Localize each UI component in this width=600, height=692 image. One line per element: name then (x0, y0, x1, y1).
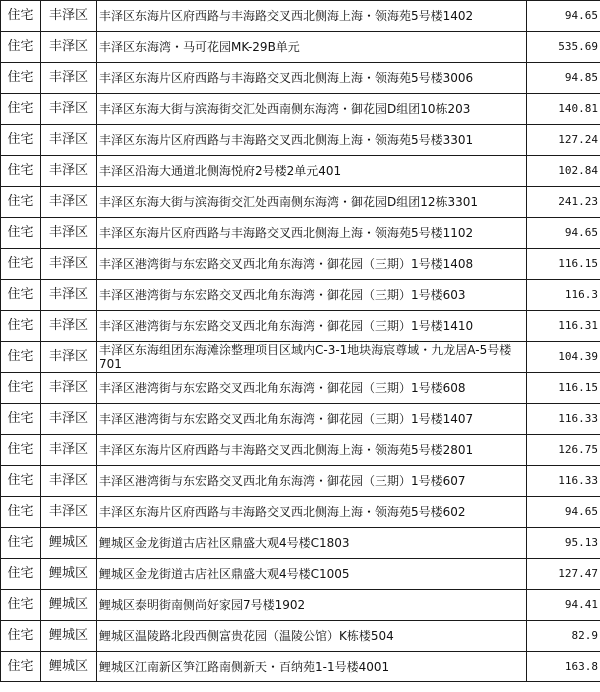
district-cell: 鲤城区 (41, 621, 97, 652)
district-cell: 丰泽区 (41, 63, 97, 94)
property-type-cell: 住宅 (1, 342, 41, 373)
district-cell: 丰泽区 (41, 466, 97, 497)
table-row (1, 125, 600, 156)
area-cell: 163.8 (527, 652, 600, 682)
property-type-cell: 住宅 (1, 156, 41, 187)
district-cell: 丰泽区 (41, 1, 97, 32)
address-cell: 丰泽区港湾街与东宏路交叉西北角东海湾・御花园（三期）1号楼608 (97, 373, 527, 404)
area-cell: 94.85 (527, 63, 600, 94)
table-row (1, 497, 600, 528)
address-cell: 丰泽区东海片区府西路与丰海路交叉西北侧海上海・领海苑5号楼1102 (97, 218, 527, 249)
area-cell: 127.47 (527, 559, 600, 590)
area-cell: 102.84 (527, 156, 600, 187)
address-cell: 丰泽区港湾街与东宏路交叉西北角东海湾・御花园（三期）1号楼1410 (97, 311, 527, 342)
area-cell: 104.39 (527, 342, 600, 373)
table-row (1, 435, 600, 466)
area-cell: 116.33 (527, 466, 600, 497)
table-row (1, 1, 600, 32)
district-cell: 鲤城区 (41, 528, 97, 559)
property-type-cell: 住宅 (1, 125, 41, 156)
table-row (1, 621, 600, 652)
property-type-cell: 住宅 (1, 528, 41, 559)
table-row (1, 342, 600, 373)
address-cell: 丰泽区东海片区府西路与丰海路交叉西北侧海上海・领海苑5号楼1402 (97, 1, 527, 32)
address-cell: 丰泽区东海湾・马可花园MK-29B单元 (97, 32, 527, 63)
table-row (1, 590, 600, 621)
table-row (1, 404, 600, 435)
property-type-cell: 住宅 (1, 373, 41, 404)
area-cell: 116.3 (527, 280, 600, 311)
address-cell: 鲤城区金龙街道古店社区鼎盛大观4号楼C1803 (97, 528, 527, 559)
address-cell: 丰泽区东海片区府西路与丰海路交叉西北侧海上海・领海苑5号楼3006 (97, 63, 527, 94)
table-row (1, 311, 600, 342)
property-type-cell: 住宅 (1, 590, 41, 621)
area-cell: 82.9 (527, 621, 600, 652)
address-cell: 鲤城区金龙街道古店社区鼎盛大观4号楼C1005 (97, 559, 527, 590)
district-cell: 鲤城区 (41, 652, 97, 682)
area-cell: 535.69 (527, 32, 600, 63)
table-row (1, 280, 600, 311)
property-type-cell: 住宅 (1, 249, 41, 280)
district-cell: 丰泽区 (41, 156, 97, 187)
area-cell: 140.81 (527, 94, 600, 125)
property-type-cell: 住宅 (1, 32, 41, 63)
property-table-body (1, 1, 600, 682)
area-cell: 94.65 (527, 218, 600, 249)
property-type-cell: 住宅 (1, 497, 41, 528)
area-cell: 116.15 (527, 373, 600, 404)
property-type-cell: 住宅 (1, 466, 41, 497)
area-cell: 116.31 (527, 311, 600, 342)
property-type-cell: 住宅 (1, 187, 41, 218)
district-cell: 丰泽区 (41, 94, 97, 125)
address-cell: 鲤城区泰明街南侧尚好家园7号楼1902 (97, 590, 527, 621)
table-row (1, 466, 600, 497)
district-cell: 丰泽区 (41, 187, 97, 218)
area-cell: 241.23 (527, 187, 600, 218)
area-cell: 127.24 (527, 125, 600, 156)
address-cell: 丰泽区东海大街与滨海街交汇处西南侧东海湾・御花园D组团12栋3301 (97, 187, 527, 218)
area-cell: 126.75 (527, 435, 600, 466)
property-type-cell: 住宅 (1, 652, 41, 682)
property-type-cell: 住宅 (1, 621, 41, 652)
table-row (1, 63, 600, 94)
address-cell: 丰泽区东海大街与滨海街交汇处西南侧东海湾・御花园D组团10栋203 (97, 94, 527, 125)
district-cell: 丰泽区 (41, 373, 97, 404)
property-type-cell: 住宅 (1, 404, 41, 435)
property-type-cell: 住宅 (1, 1, 41, 32)
table-row (1, 156, 600, 187)
table-row (1, 187, 600, 218)
area-cell: 116.33 (527, 404, 600, 435)
district-cell: 鲤城区 (41, 590, 97, 621)
table-row (1, 32, 600, 63)
district-cell: 丰泽区 (41, 280, 97, 311)
table-row (1, 528, 600, 559)
property-type-cell: 住宅 (1, 63, 41, 94)
district-cell: 丰泽区 (41, 125, 97, 156)
table-row (1, 218, 600, 249)
address-cell: 丰泽区东海片区府西路与丰海路交叉西北侧海上海・领海苑5号楼602 (97, 497, 527, 528)
district-cell: 丰泽区 (41, 497, 97, 528)
address-cell: 鲤城区江南新区笋江路南侧新天・百纳苑1-1号楼4001 (97, 652, 527, 682)
address-cell: 丰泽区东海片区府西路与丰海路交叉西北侧海上海・领海苑5号楼3301 (97, 125, 527, 156)
property-type-cell: 住宅 (1, 311, 41, 342)
district-cell: 丰泽区 (41, 435, 97, 466)
property-type-cell: 住宅 (1, 218, 41, 249)
address-cell: 鲤城区温陵路北段西侧富贵花园（温陵公馆）K栋楼504 (97, 621, 527, 652)
area-cell: 95.13 (527, 528, 600, 559)
address-cell: 丰泽区港湾街与东宏路交叉西北角东海湾・御花园（三期）1号楼1408 (97, 249, 527, 280)
property-type-cell: 住宅 (1, 435, 41, 466)
property-type-cell: 住宅 (1, 559, 41, 590)
area-cell: 94.65 (527, 497, 600, 528)
address-cell: 丰泽区沿海大通道北侧海悦府2号楼2单元401 (97, 156, 527, 187)
address-cell: 丰泽区港湾街与东宏路交叉西北角东海湾・御花园（三期）1号楼603 (97, 280, 527, 311)
district-cell: 丰泽区 (41, 32, 97, 63)
address-cell: 丰泽区东海组团东海滩涂整理项目区域内C-3-1地块海宸尊域・九龙居A-5号楼701 (97, 342, 527, 373)
district-cell: 丰泽区 (41, 311, 97, 342)
district-cell: 丰泽区 (41, 404, 97, 435)
address-cell: 丰泽区港湾街与东宏路交叉西北角东海湾・御花园（三期）1号楼1407 (97, 404, 527, 435)
district-cell: 丰泽区 (41, 249, 97, 280)
property-type-cell: 住宅 (1, 280, 41, 311)
table-row (1, 373, 600, 404)
district-cell: 丰泽区 (41, 218, 97, 249)
district-cell: 丰泽区 (41, 342, 97, 373)
table-row (1, 94, 600, 125)
table-row (1, 559, 600, 590)
district-cell: 鲤城区 (41, 559, 97, 590)
table-row (1, 249, 600, 280)
table-row (1, 652, 600, 682)
property-type-cell: 住宅 (1, 94, 41, 125)
address-cell: 丰泽区东海片区府西路与丰海路交叉西北侧海上海・领海苑5号楼2801 (97, 435, 527, 466)
area-cell: 116.15 (527, 249, 600, 280)
address-cell: 丰泽区港湾街与东宏路交叉西北角东海湾・御花园（三期）1号楼607 (97, 466, 527, 497)
area-cell: 94.65 (527, 1, 600, 32)
area-cell: 94.41 (527, 590, 600, 621)
